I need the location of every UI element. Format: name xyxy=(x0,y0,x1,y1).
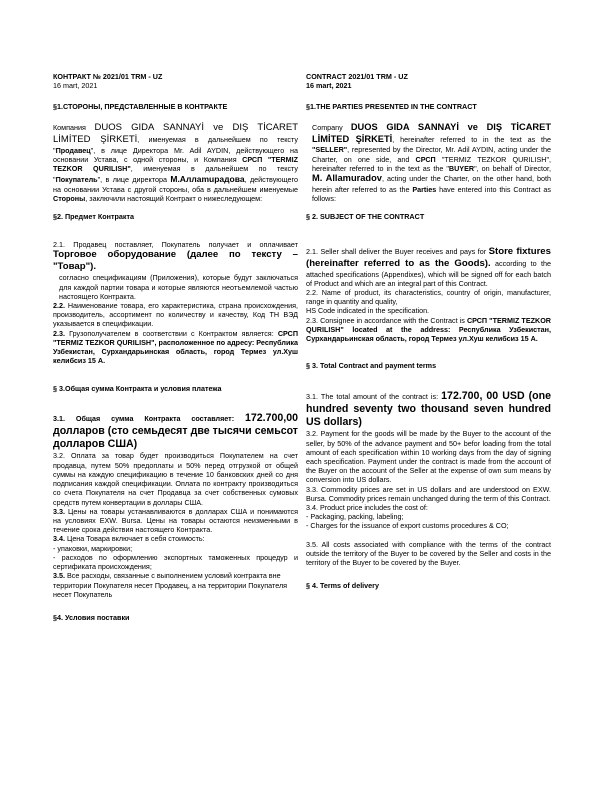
clause-3-4-ru xyxy=(53,534,298,543)
clause-2-3-ru xyxy=(53,329,298,366)
clause-2-1-ru xyxy=(53,240,298,273)
text: , hereinafter referred to in the text as the xyxy=(392,134,552,144)
director-name: М.Аллamuрадова xyxy=(170,173,245,184)
clause-3-1-ru xyxy=(53,412,298,452)
spacer xyxy=(53,599,298,613)
text: 2.3. Consignee in accordance with the Contract is xyxy=(306,315,467,325)
text: Цена Товара включает в себя стоимость: xyxy=(65,534,205,544)
spacer xyxy=(53,403,298,412)
clause-number: 3.5. xyxy=(53,571,65,581)
text: , represented by the Director, Mr. Adil AYDIN, acting under the Charter, on one side, and xyxy=(312,145,551,164)
clause-3-3-en: 3.3. Commodity prices are set in US dollars and are understood on EXW. Bursa. Commodity prices remain unchanged during the term of this Contract. xyxy=(306,484,551,503)
parties-term: Стороны xyxy=(53,193,86,203)
clause-3-4-en: 3.4. Product price includes the cost of: xyxy=(306,503,428,513)
text: ", on behalf of Director, xyxy=(474,163,551,173)
text: 2.1. Seller shall deliver the Buyer receives and pays for xyxy=(306,246,489,256)
text: Цены на товары устанавливаются в долларах США и понимаются на условиях EXW. Bursa. Цены на товары остаются неизменными в течение срока действия настоящего Контракта. xyxy=(53,506,298,535)
clause-3-1-en xyxy=(306,390,551,430)
clause-3-5-en: 3.5. All costs associated with compliance with the terms of the contract outside the territory of the Buyer to be covered by the Seller and costs in the territory of the Buyer to be covered by the Buyer. xyxy=(306,539,551,568)
buyer-company-name: СРСП xyxy=(415,154,436,164)
clause-number: 3.4. xyxy=(53,534,65,544)
text: , acting under the Charter, on the other hand, both herein after referred to as the xyxy=(312,174,551,194)
clause-number: 2.3. xyxy=(53,328,65,338)
clause-2-1-en xyxy=(306,246,551,288)
section-2-heading-ru: §2. Предмет Контракта xyxy=(53,211,134,221)
clause-2-2-ru xyxy=(53,301,298,329)
text: have entered into this Contract as follows: xyxy=(312,184,551,204)
spacer xyxy=(53,366,298,384)
consignee-details: СРСП "TERMIZ TEZKOR QURILISH" located at the address: Республика Узбекистан, Сурхандарьинская область, город Термез ул.Хуш келибсиз 15 А. xyxy=(306,315,551,344)
clause-3-3-ru xyxy=(53,507,298,535)
text: Company xyxy=(312,122,351,132)
director-name: M. Allamuradov xyxy=(312,173,382,184)
clause-2-2-cont-en: HS Code indicated in the specification. xyxy=(306,306,430,316)
clause-2-2-en: 2.2. Name of product, its characteristics, country of origin, manufacturer, range in quantity and quality, xyxy=(306,288,551,307)
spacer xyxy=(306,203,551,212)
spacer xyxy=(306,531,551,540)
section-3-heading-ru: § 3.Общая сумма Контракта и условия платежа xyxy=(53,383,222,393)
text: 2.1. Продавец поставляет, Покупатель получает и оплачивает xyxy=(53,240,298,250)
text: Компания xyxy=(53,122,95,132)
spacer xyxy=(306,232,551,246)
list-item: - упаковки, маркировки; xyxy=(53,543,133,553)
clause-3-2-en: 3.2. Payment for the goods will be made by the Buyer to the account of the seller, by 50% of the advance payment and 50+ befor loading from the total amount of each specification within 10 working days from the day of signing each specification. Payment under the contract is made from the account of the Buyer on the account of the Seller at the expense of own sum means by conversion into US dollars. xyxy=(306,429,551,485)
text: ", в лице Директора Mr. Adil AYDIN, действующего на основании Устава, с одной стороны, и Компания xyxy=(53,145,298,165)
list-item: - Charges for the issuance of export customs procedures & CO; xyxy=(306,521,509,531)
seller-company-name: DUOS GIDA SANNAYİ ve DIŞ TİCARET LİMİTED ŞİRKETİ xyxy=(53,121,299,145)
text: , именуемая в дальнейшем по тексту " xyxy=(53,134,298,155)
total-amount: 172.700, 00 USD (one hundred seventy two thousand seven hundred US dollars) xyxy=(306,389,551,429)
russian-column xyxy=(53,72,298,632)
clause-2-1-cont-ru: согласно спецификациям (Приложения), которые будут заключаться для каждой партии товара и которые являются неотъемлемой частью настоящего Контракта. xyxy=(59,273,298,301)
list-item: - расходов по оформлению экспортных таможенных процедур и сертификата происхождения; xyxy=(53,552,298,572)
text: 3.1. Общая сумма Контракта составляет: xyxy=(53,413,245,423)
buyer-term: BUYER xyxy=(448,163,475,173)
buyer-company-name: СРСП "TERMIZ TEZKOR QURILISH" xyxy=(53,155,298,174)
text: , именуемая в дальнейшем по тексту " xyxy=(53,164,299,184)
text: Наименование товара, его характеристика, страна происхождения, производитель, ассортимент по количеству и качеству, Код ТН ВЭД указывается в спецификации. xyxy=(53,301,298,329)
section-4-heading-en: § 4. Terms of delivery xyxy=(306,581,379,591)
goods-description: Торговое оборудование (далее по тексту – "Товар"). xyxy=(53,249,298,273)
seller-term: Продавец xyxy=(55,145,91,155)
section-1-text-ru xyxy=(53,122,298,203)
clause-2-3-en xyxy=(306,316,551,344)
text: "TERMIZ TEZKOR QURILISH", hereinafter referred to in the text as the " xyxy=(312,154,551,173)
parties-term: Parties xyxy=(412,184,437,194)
goods-description: Store fixtures (hereinafter referred to as the Goods). xyxy=(306,245,551,269)
section-1-text-en xyxy=(306,122,551,204)
text: , действующего на основании Устава с другой стороны, оба в дальнейшем именуемые xyxy=(53,174,298,194)
text: , заключили настоящий Контракт о нижеследующем: xyxy=(85,193,263,203)
text: 3.1. The total amount of the contract is: xyxy=(306,391,442,401)
spacer xyxy=(53,203,298,212)
text: Грузополучателем в соответствии с Контрактом является: xyxy=(65,328,278,338)
list-item: - Packaging, packing, labeling; xyxy=(306,512,404,522)
clause-number: 2.2. xyxy=(53,301,65,310)
section-2-heading-en: § 2. SUBJECT OF THE CONTRACT xyxy=(306,212,425,222)
section-3-heading-en: § 3. Total Contract and payment terms xyxy=(306,361,437,371)
seller-company-name: DUOS GIDA SANNAYİ ve DIŞ TİCARET LİMİTED ŞİRKETİ xyxy=(312,121,552,144)
spacer xyxy=(306,567,551,581)
clause-3-5-ru xyxy=(53,571,298,599)
text: ", в лице директора xyxy=(97,174,171,184)
section-4-heading-ru: §4. Условия поставки xyxy=(53,612,130,622)
section-1-heading-ru: §1.СТОРОНЫ, ПРЕДСТАВЛЕННЫЕ В КОНТРАКТЕ xyxy=(53,102,228,112)
spacer xyxy=(306,381,551,390)
contract-title-ru: КОНТРАКТ № 2021/01 TRM - UZ xyxy=(53,72,163,81)
contract-title-en: CONTRACT 2021/01 TRM - UZ xyxy=(306,72,408,81)
clause-number: 3.3. xyxy=(53,506,65,516)
text: Все расходы, связанные с выполнением условий контракта вне территории Покупателя несет Продавец, а на территории Покупателя несет Покупатель xyxy=(53,571,288,599)
contract-date-ru: 16 mart, 2021 xyxy=(53,81,98,91)
spacer xyxy=(306,343,551,361)
consignee-details: СРСП "TERMIZ TEZKOR QURILISH", расположенное по адресу: Республика Узбекистан, Сурхандарьинская область, город Термез ул.Хуш келибсиз 15 А. xyxy=(53,328,298,366)
clause-3-2-ru: 3.2. Оплата за товар будет производиться Покупателем на счет продавца, путем 50% предоплаты и 50% перед отгрузкой от общей суммы на каждую спецификацию в течение 10 банковских дней со дня подписания каждой спецификации. Оплата по контракту производиться со счета Покупателя на счет Продавца за счет собственных сумовых средств путем конвертации в доллары США. xyxy=(53,451,298,507)
contract-date-en: 16 mart, 2021 xyxy=(306,81,352,91)
spacer xyxy=(53,231,298,240)
text: according to the attached specifications (Appendixes), which will be signed off for each batch of Product and which are an integral part of this Contract. xyxy=(306,258,551,288)
english-column xyxy=(306,72,551,601)
section-1-heading-en: §1.THE PARTIES PRESENTED IN THE CONTRACT xyxy=(306,102,477,112)
buyer-term: Покупатель xyxy=(55,174,98,184)
seller-term: "SELLER" xyxy=(312,145,348,155)
total-amount: 172.700,00 долларов (сто семьдесят две тысячи семьсот долларов США) xyxy=(53,411,298,451)
